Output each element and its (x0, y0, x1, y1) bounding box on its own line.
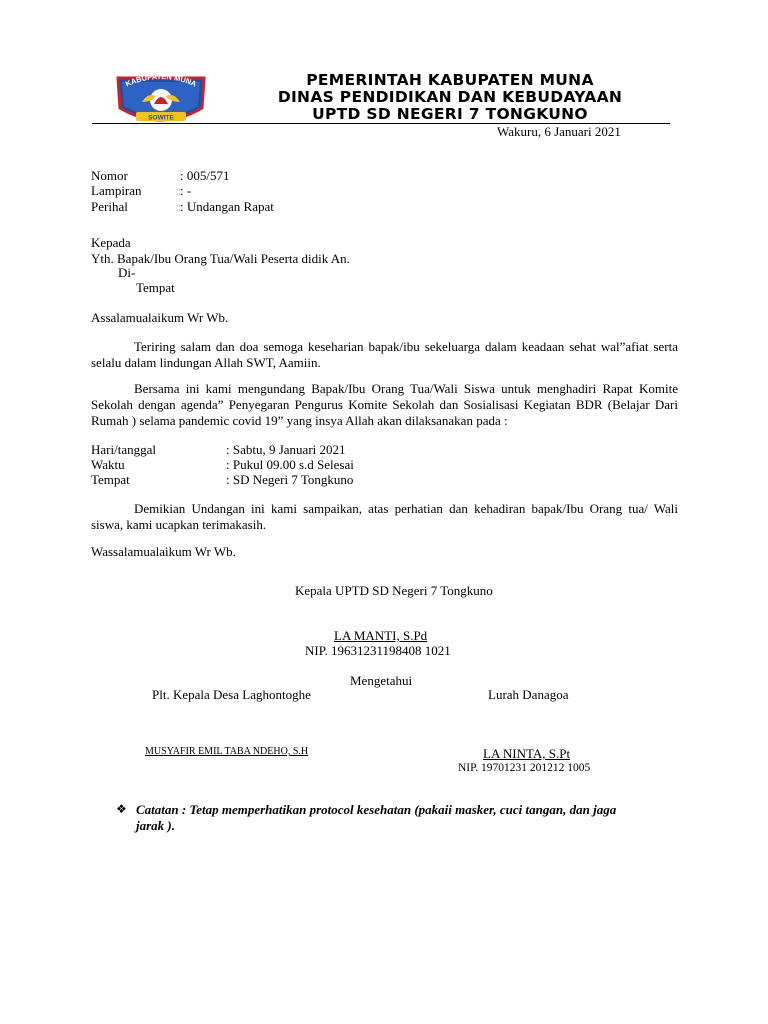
acknowledge-right-name: LA NINTA, S.Pt (483, 746, 571, 761)
signature-name: LA MANTI, S.Pd (334, 628, 428, 643)
diamond-bullet-icon: ❖ (116, 802, 127, 816)
greeting: Assalamualaikum Wr Wb. (91, 310, 229, 325)
header-line-3: UPTD SD NEGERI 7 TONGKUNO (312, 105, 588, 123)
note-line-2: jarak ). (136, 818, 175, 833)
closing-paragraph: Demikian Undangan ini kami sampaikan, atas perhatian dan kehadiran bapak/Ibu Orang tua/ Wali siswa, kami ucapkan terimakasih. (91, 501, 678, 532)
farewell: Wassalamualaikum Wr Wb. (91, 544, 236, 559)
signature-nip: NIP. 19631231198408 1021 (305, 643, 451, 658)
recipient-di: Di- (118, 265, 136, 280)
schedule-label-place: Tempat (91, 472, 130, 487)
logo-bottom-text: SOWITE (148, 114, 174, 122)
meta-value-nomor: : 005/571 (180, 168, 230, 183)
acknowledge-right-title: Lurah Danagoa (488, 687, 569, 702)
recipient-tempat: Tempat (136, 280, 175, 295)
meta-value-perihal: : Undangan Rapat (180, 199, 274, 214)
acknowledge-label: Mengetahui (350, 673, 413, 688)
meta-value-lampiran: : - (180, 183, 192, 198)
acknowledge-right-nip: NIP. 19701231 201212 1005 (458, 762, 591, 774)
meta-label-lampiran: Lampiran (91, 183, 142, 198)
header-line-2: DINAS PENDIDIKAN DAN KEBUDAYAAN (277, 88, 623, 106)
schedule-value-place: : SD Negeri 7 Tongkuno (226, 472, 354, 487)
schedule-label-date: Hari/tanggal (91, 442, 156, 457)
meta-label-nomor: Nomor (91, 168, 128, 183)
meta-label-perihal: Perihal (91, 199, 128, 214)
acknowledge-left-title: Plt. Kepala Desa Laghontoghe (152, 687, 311, 702)
note-line-1: Catatan : Tetap memperhatikan protocol kesehatan (pakaii masker, cuci tangan, dan jaga (136, 802, 617, 817)
acknowledge-left-name: MUSYAFIR EMIL TABA NDEHO, S.H (145, 746, 309, 757)
letter-date: Wakuru, 6 Januari 2021 (497, 124, 621, 139)
coat-of-arms-icon (112, 72, 210, 126)
signature-title: Kepala UPTD SD Negeri 7 Tongkuno (295, 583, 493, 598)
header-line-1: PEMERINTAH KABUPATEN MUNA (306, 71, 594, 89)
logo-top-text: KABUPATEN MUNA (124, 72, 198, 89)
schedule-value-date: : Sabtu, 9 Januari 2021 (226, 442, 346, 457)
paragraph-2: Bersama ini kami mengundang Bapak/Ibu Orang Tua/Wali Siswa untuk menghadiri Rapat Komite Sekolah dengan agenda” Penyegaran Pengurus Komite Sekolah dan Sosialisasi Kegiatan BDR (Belajar Dari Rumah ) selama pandemic covid 19” yang insya Allah akan dilaksanakan pada : (91, 381, 678, 428)
recipient-yth: Yth. Bapak/Ibu Orang Tua/Wali Peserta didik An. (91, 251, 350, 266)
recipient-kepada: Kepada (91, 235, 131, 250)
schedule-value-time: : Pukul 09.00 s.d Selesai (226, 457, 354, 472)
paragraph-1: Teriring salam dan doa semoga keseharian bapak/ibu sekeluarga dalam keadaan sehat wal”afiat serta selalu dalam lindungan Allah SWT, Aamiin. (91, 339, 678, 370)
schedule-label-time: Waktu (91, 457, 125, 472)
